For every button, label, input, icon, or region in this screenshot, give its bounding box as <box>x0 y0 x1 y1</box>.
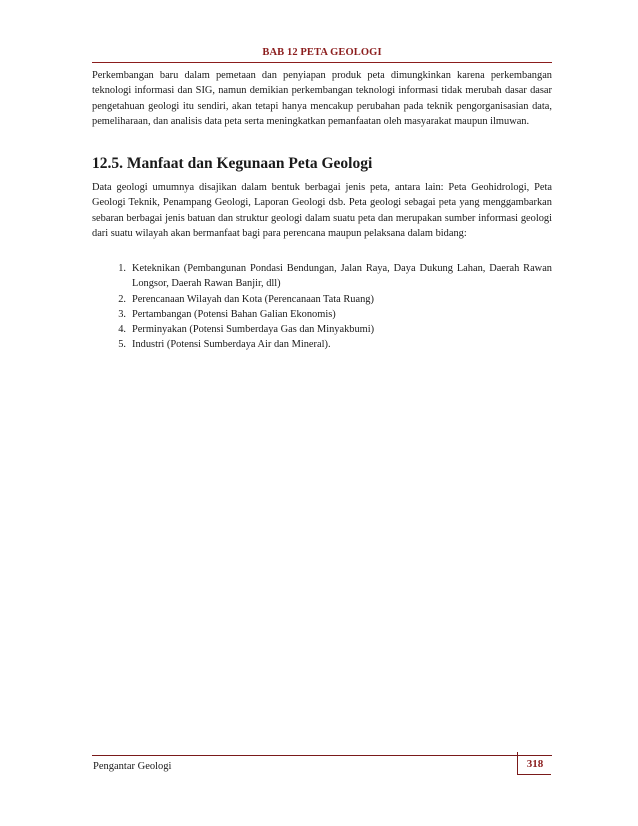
list-item <box>92 292 552 307</box>
intro-paragraph: Perkembangan baru dalam pemetaan dan penyiapan produk peta dimungkinkan karena perkembangan teknologi informasi dan SIG, namun demikian perkembangan teknologi informasi tidak merubah dasar dasar pengetahuan geologi itu sendiri, akan tetapi hanya mencakup perubahan pada teknik pengorganisasian data, pemeliharaan, dan analisis data peta serta meningkatkan pemanfaatan oleh masyarakat maupun ilmuwan. <box>92 70 552 127</box>
benefits-list <box>92 261 552 353</box>
list-item-number: 4. <box>118 324 126 336</box>
list-item <box>92 322 552 337</box>
footer-divider <box>92 755 552 756</box>
header-divider <box>92 62 552 63</box>
list-item-number: 1. <box>118 263 126 274</box>
list-item-number: 2. <box>118 293 126 305</box>
list-item-text: Pertambangan (Potensi Bahan Galian Ekonomis) <box>132 308 336 320</box>
list-item-text: Keteknikan (Pembangunan Pondasi Bendungan, Jalan Raya, Daya Dukung Lahan, Daerah Rawan Longsor, Daerah Rawan Banjir, dll) <box>132 263 552 290</box>
list-item <box>92 307 552 322</box>
list-item-text: Perminyakan (Potensi Sumberdaya Gas dan Minyakbumi) <box>132 324 375 336</box>
list-item-text: Industri (Potensi Sumberdaya Air dan Mineral). <box>132 339 331 351</box>
list-item <box>92 337 552 352</box>
section-paragraph: Data geologi umumnya disajikan dalam bentuk berbagai jenis peta, antara lain: Peta Geohidrologi, Peta Geologi Teknik, Penampang Geologi, Laporan Geologi dsb. Peta geologi sebagai peta yang menggambarkan sebaran berbagai jenis batuan dan struktur geologi dalam suatu peta dan merupakan sumber informasi geologi dari suatu wilayah akan bermanfaat bagi para perencana maupun pelaksana dalam bidang: <box>92 182 552 239</box>
list-item-number: 3. <box>118 308 126 320</box>
page-number: 318 <box>526 758 544 770</box>
list-item-text: Perencanaan Wilayah dan Kota (Perencanaan Tata Ruang) <box>132 293 374 305</box>
section-title: 12.5. Manfaat dan Kegunaan Peta Geologi <box>92 155 373 172</box>
page-header-title: BAB 12 PETA GEOLOGI <box>262 47 382 58</box>
list-item-number: 5. <box>118 339 126 351</box>
list-item <box>92 261 552 292</box>
footer-book-title: Pengantar Geologi <box>93 761 172 772</box>
